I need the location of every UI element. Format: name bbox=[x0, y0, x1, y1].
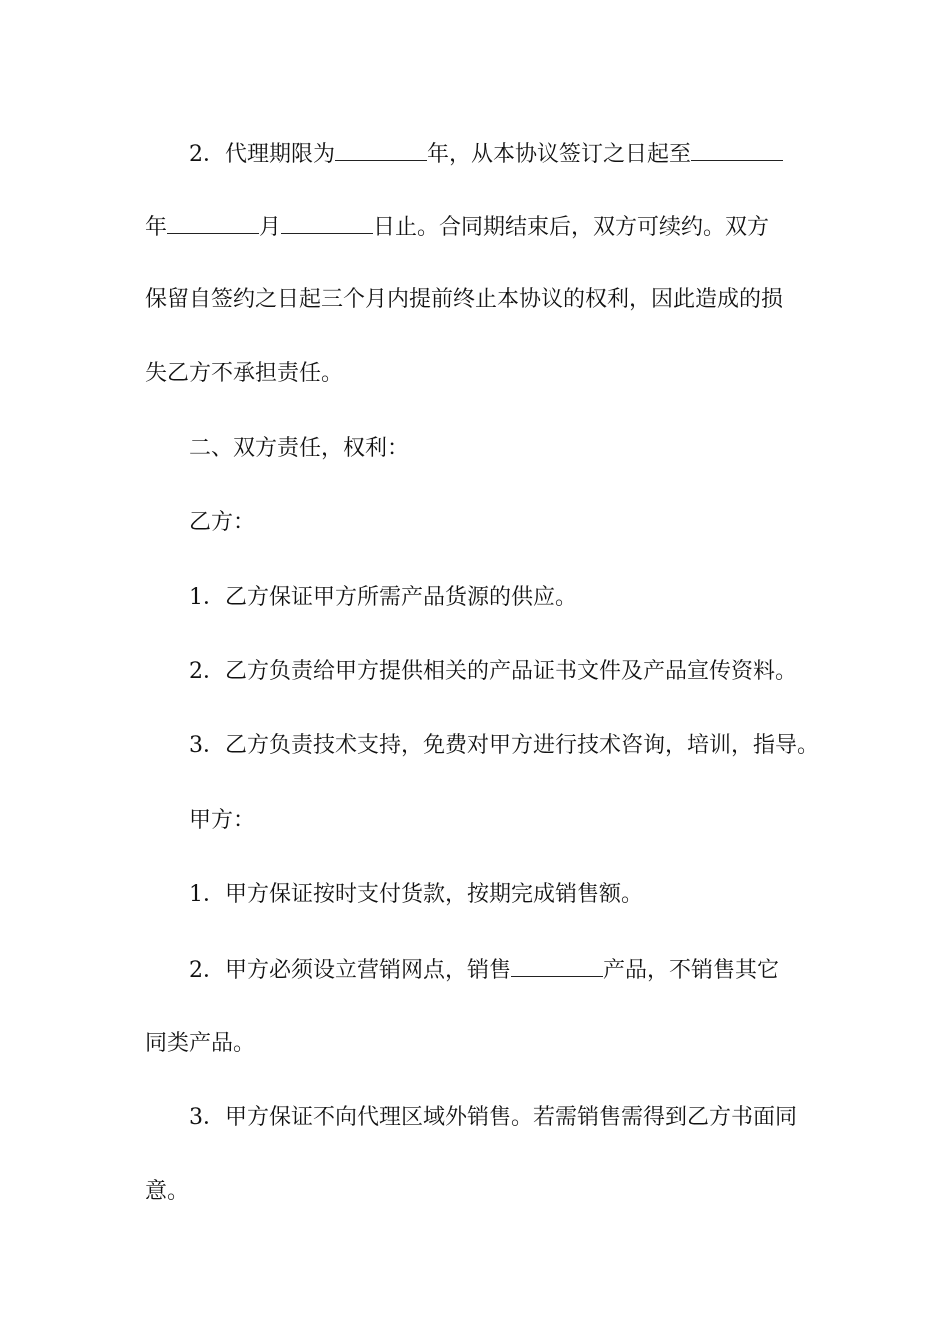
term-line-2 bbox=[145, 211, 769, 243]
party-a-item bbox=[189, 954, 779, 986]
product-name-blank[interactable] bbox=[511, 954, 603, 977]
party-b-item: 1．乙方保证甲方所需产品货源的供应。 bbox=[189, 585, 577, 610]
party-b-heading: 乙方： bbox=[189, 510, 256, 535]
party-a-item-continuation: 同类产品。 bbox=[145, 1031, 256, 1056]
section-heading: 二、双方责任，权利： bbox=[189, 436, 410, 461]
party-b-item: 2．乙方负责给甲方提供相关的产品证书文件及产品宣传资料。 bbox=[189, 659, 797, 684]
party-a-item2-text-a: 2．甲方必须设立营销网点，销售 bbox=[189, 958, 511, 983]
end-month-blank[interactable] bbox=[167, 211, 259, 234]
term-line-3: 保留自签约之日起三个月内提前终止本协议的权利，因此造成的损 bbox=[145, 287, 784, 312]
term-text-2a: 年 bbox=[145, 215, 168, 240]
years-blank[interactable] bbox=[335, 138, 427, 161]
term-text-1a: 2．代理期限为 bbox=[189, 142, 335, 167]
end-year-blank[interactable] bbox=[691, 138, 783, 161]
term-line-4: 失乙方不承担责任。 bbox=[145, 361, 344, 386]
term-text-2b: 月 bbox=[259, 215, 282, 240]
term-line-1 bbox=[189, 138, 783, 170]
party-b-item: 3．乙方负责技术支持，免费对甲方进行技术咨询，培训，指导。 bbox=[189, 733, 819, 758]
end-day-blank[interactable] bbox=[281, 211, 373, 234]
party-a-item2-text-b: 产品，不销售其它 bbox=[603, 958, 780, 983]
party-a-item: 1．甲方保证按时支付货款，按期完成销售额。 bbox=[189, 882, 643, 907]
term-text-2c: 日止。合同期结束后，双方可续约。双方 bbox=[373, 215, 770, 240]
party-a-heading: 甲方： bbox=[189, 808, 256, 833]
party-a-item-continuation: 意。 bbox=[145, 1179, 190, 1204]
term-text-1b: 年，从本协议签订之日起至 bbox=[427, 142, 692, 167]
party-a-item: 3．甲方保证不向代理区域外销售。若需销售需得到乙方书面同 bbox=[189, 1105, 797, 1130]
